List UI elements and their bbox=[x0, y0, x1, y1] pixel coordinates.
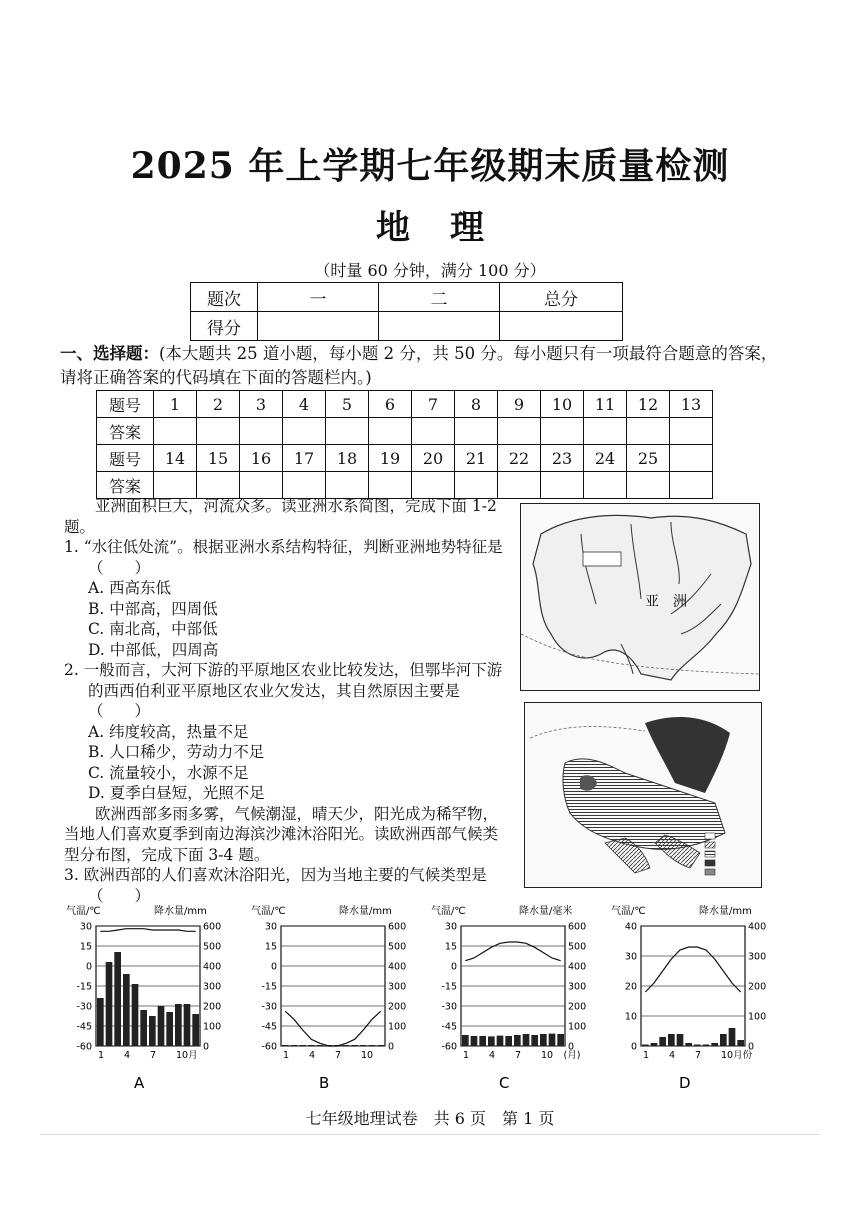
answer-cell[interactable] bbox=[283, 418, 326, 445]
temperature-line bbox=[645, 947, 740, 992]
precipitation-bar bbox=[123, 974, 130, 1046]
score-cell[interactable] bbox=[258, 312, 379, 341]
q1-option-d[interactable]: D. 中部低，四周高 bbox=[88, 640, 219, 659]
temperature-line bbox=[285, 1011, 380, 1046]
answer-cell[interactable] bbox=[412, 472, 455, 499]
month-tick-label: 4 bbox=[669, 1050, 676, 1061]
asia-map-drawing bbox=[521, 504, 759, 690]
answer-grid-number: 19 bbox=[369, 445, 412, 472]
temp-tick-label: -60 bbox=[76, 1041, 92, 1053]
temp-axis-label: 气温/℃ bbox=[611, 906, 646, 917]
temp-tick-label: 30 bbox=[264, 921, 277, 933]
month-tick-label: 4 bbox=[124, 1050, 131, 1061]
precipitation-bar bbox=[531, 1035, 538, 1046]
score-header-cell: 一 bbox=[258, 283, 379, 312]
temp-tick-label: 10 bbox=[624, 1011, 637, 1023]
temp-tick-label: 0 bbox=[270, 961, 277, 973]
answer-cell[interactable] bbox=[240, 472, 283, 499]
temp-tick-label: 15 bbox=[444, 941, 457, 953]
temp-tick-label: -30 bbox=[441, 1001, 457, 1013]
precipitation-bar bbox=[505, 1036, 512, 1046]
answer-cell[interactable] bbox=[627, 418, 670, 445]
month-tick-label: 10 bbox=[541, 1050, 554, 1061]
month-tick-label: 1 bbox=[643, 1050, 650, 1061]
temp-tick-label: 30 bbox=[444, 921, 457, 933]
prec-axis-label: 降水量/mm bbox=[699, 906, 752, 917]
temp-tick-label: -30 bbox=[261, 1001, 277, 1013]
month-tick-label: 1 bbox=[283, 1050, 290, 1061]
prec-tick-label: 0 bbox=[388, 1041, 395, 1053]
prec-tick-label: 400 bbox=[203, 961, 222, 973]
answer-cell[interactable] bbox=[541, 418, 584, 445]
answer-grid-number: 12 bbox=[627, 391, 670, 418]
chart-option-letter[interactable]: D bbox=[679, 1074, 691, 1092]
answer-grid-number: 7 bbox=[412, 391, 455, 418]
precipitation-bar bbox=[514, 1035, 521, 1046]
answer-grid-number: 15 bbox=[197, 445, 240, 472]
prec-tick-label: 500 bbox=[388, 941, 407, 953]
prec-tick-label: 500 bbox=[203, 941, 222, 953]
score-header-cell: 总分 bbox=[500, 283, 623, 312]
prec-tick-label: 400 bbox=[568, 961, 587, 973]
q1-option-a[interactable]: A. 西高东低 bbox=[88, 579, 172, 597]
answer-cell[interactable] bbox=[627, 472, 670, 499]
answer-grid-number: 1 bbox=[154, 391, 197, 418]
month-tick-label: 7 bbox=[695, 1050, 702, 1061]
chart-option-letter[interactable]: A bbox=[134, 1074, 145, 1092]
prec-tick-label: 600 bbox=[203, 921, 222, 933]
q1-option-b[interactable]: B. 中部高，四周低 bbox=[88, 599, 218, 618]
temp-tick-label: -30 bbox=[76, 1001, 92, 1013]
answer-grid-number: 2 bbox=[197, 391, 240, 418]
prec-tick-label: 0 bbox=[203, 1041, 210, 1053]
temp-tick-label: -60 bbox=[261, 1041, 277, 1053]
time-note: （时量 60 分钟，满分 100 分） bbox=[314, 261, 546, 280]
precipitation-bar bbox=[523, 1034, 530, 1046]
prec-axis-label: 降水量/mm bbox=[339, 906, 392, 917]
answer-cell[interactable] bbox=[326, 472, 369, 499]
temp-tick-label: -45 bbox=[76, 1021, 92, 1033]
answer-grid-number: 16 bbox=[240, 445, 283, 472]
precipitation-bar bbox=[132, 984, 139, 1046]
footer-divider bbox=[40, 1134, 820, 1135]
answer-cell[interactable] bbox=[197, 418, 240, 445]
answer-cell[interactable] bbox=[541, 472, 584, 499]
climate-charts-svg bbox=[60, 902, 780, 1102]
precipitation-bar bbox=[166, 1012, 173, 1046]
month-tick-label: 4 bbox=[309, 1050, 316, 1061]
score-header-cell: 题次 bbox=[191, 283, 258, 312]
prec-tick-label: 600 bbox=[388, 921, 407, 933]
precipitation-bar bbox=[703, 1045, 710, 1047]
prec-tick-label: 300 bbox=[748, 951, 767, 963]
chart-option-letter[interactable]: C bbox=[499, 1074, 510, 1092]
precipitation-bar bbox=[729, 1028, 736, 1046]
climate-charts bbox=[60, 902, 780, 1102]
asia-map-label: 亚 洲 bbox=[645, 594, 687, 610]
precipitation-bar bbox=[140, 1010, 147, 1046]
precipitation-bar bbox=[642, 1045, 649, 1047]
precipitation-bar bbox=[282, 1045, 289, 1046]
answer-grid-number: 14 bbox=[154, 445, 197, 472]
answer-grid-number: 24 bbox=[584, 445, 627, 472]
section1-label: 一、选择题： bbox=[60, 344, 159, 363]
answer-cell[interactable] bbox=[584, 418, 627, 445]
section1-instructions: (本大题共 25 道小题，每小题 2 分，共 50 分。每小题只有一项最符合题意的答案，请将正确答案的代码填在下面的答题栏内。) bbox=[60, 344, 778, 387]
precipitation-bar bbox=[192, 1014, 199, 1046]
answer-cell[interactable] bbox=[154, 418, 197, 445]
climate-chart-d bbox=[611, 904, 766, 1092]
precipitation-bar bbox=[308, 1045, 315, 1046]
prec-tick-label: 0 bbox=[748, 1041, 755, 1053]
answer-grid-number: 20 bbox=[412, 445, 455, 472]
section1-heading bbox=[60, 342, 780, 390]
temperature-line bbox=[465, 942, 560, 961]
answer-cell[interactable] bbox=[670, 472, 713, 499]
precipitation-bar bbox=[685, 1043, 692, 1046]
climate-chart-a bbox=[66, 904, 221, 1092]
precipitation-bar bbox=[659, 1037, 666, 1046]
month-tick-label: 10月份 bbox=[721, 1050, 753, 1061]
score-cell[interactable] bbox=[500, 312, 623, 341]
answer-grid-number: 21 bbox=[455, 445, 498, 472]
q2-stem: 2. 一般而言，大河下游的平原地区农业比较发达，但鄂毕河下游的西西伯利亚平原地区农业欠发达，其自然原因主要是（ ） bbox=[64, 661, 503, 720]
prec-tick-label: 200 bbox=[568, 1001, 587, 1013]
prec-tick-label: 300 bbox=[568, 981, 587, 993]
precipitation-bar bbox=[299, 1045, 306, 1046]
precipitation-bar bbox=[488, 1036, 495, 1046]
precipitation-bar bbox=[720, 1034, 727, 1046]
answer-cell[interactable] bbox=[240, 418, 283, 445]
temp-tick-label: 20 bbox=[624, 981, 637, 993]
intro-europe: 欧洲西部多雨多雾，气候潮湿，晴天少，阳光成为稀罕物，当地人们喜欢夏季到南边海滨沙滩沐浴阳光。读欧洲西部气候类型分布图，完成下面 3-4 题。 bbox=[64, 804, 499, 864]
answer-grid-number: 6 bbox=[369, 391, 412, 418]
prec-tick-label: 100 bbox=[748, 1011, 767, 1023]
q2-option-b[interactable]: B. 人口稀少，劳动力不足 bbox=[88, 743, 265, 761]
answer-cell[interactable] bbox=[584, 472, 627, 499]
temp-axis-label: 气温/℃ bbox=[66, 906, 101, 917]
temp-tick-label: 0 bbox=[630, 1041, 637, 1053]
exam-title: 2025 年上学期七年级期末质量检测 bbox=[130, 145, 730, 187]
answer-cell[interactable] bbox=[455, 472, 498, 499]
europe-climate-map bbox=[524, 702, 762, 888]
asia-river-map bbox=[520, 503, 760, 691]
prec-axis-label: 降水量/mm bbox=[154, 906, 207, 917]
chart-option-letter[interactable]: B bbox=[319, 1074, 330, 1092]
precipitation-bar bbox=[184, 1004, 191, 1046]
temp-axis-label: 气温/℃ bbox=[251, 906, 286, 917]
temp-tick-label: 0 bbox=[85, 961, 92, 973]
answer-grid bbox=[96, 390, 713, 499]
temp-tick-label: -45 bbox=[261, 1021, 277, 1033]
precipitation-bar bbox=[317, 1045, 324, 1046]
temp-tick-label: 40 bbox=[624, 921, 637, 933]
month-tick-label: 4 bbox=[489, 1050, 496, 1061]
precipitation-bar bbox=[343, 1045, 350, 1046]
answer-cell[interactable] bbox=[326, 418, 369, 445]
month-tick-label: 1 bbox=[463, 1050, 470, 1061]
answer-cell[interactable] bbox=[455, 418, 498, 445]
answer-grid-number: 25 bbox=[627, 445, 670, 472]
answer-grid-number: 23 bbox=[541, 445, 584, 472]
answer-cell[interactable] bbox=[498, 472, 541, 499]
prec-tick-label: 400 bbox=[748, 921, 767, 933]
prec-tick-label: 300 bbox=[388, 981, 407, 993]
precipitation-bar bbox=[158, 1006, 165, 1046]
answer-grid-label: 题号 bbox=[97, 445, 154, 472]
prec-tick-label: 100 bbox=[568, 1021, 587, 1033]
q1-stem: 1. “水往低处流”。根据亚洲水系结构特征，判断亚洲地势特征是（ ） bbox=[64, 538, 503, 577]
answer-grid-number: 8 bbox=[455, 391, 498, 418]
month-tick-label: 1 bbox=[98, 1050, 105, 1061]
temp-tick-label: -15 bbox=[76, 981, 92, 993]
prec-axis-label: 降水量/毫米 bbox=[519, 906, 573, 917]
precipitation-bar bbox=[711, 1043, 718, 1046]
precipitation-bar bbox=[677, 1034, 684, 1046]
precipitation-bar bbox=[694, 1045, 701, 1047]
answer-cell[interactable] bbox=[369, 418, 412, 445]
climate-chart-c bbox=[431, 904, 586, 1092]
prec-tick-label: 300 bbox=[203, 981, 222, 993]
answer-grid-number: 4 bbox=[283, 391, 326, 418]
precipitation-bar bbox=[106, 962, 113, 1046]
q2-option-c[interactable]: C. 流量较小，水源不足 bbox=[88, 763, 249, 782]
score-cell[interactable] bbox=[379, 312, 500, 341]
answer-grid-number: 18 bbox=[326, 445, 369, 472]
prec-tick-label: 500 bbox=[568, 941, 587, 953]
month-tick-label: 10月 bbox=[176, 1050, 198, 1061]
precipitation-bar bbox=[540, 1034, 547, 1046]
prec-tick-label: 200 bbox=[388, 1001, 407, 1013]
temp-tick-label: -45 bbox=[441, 1021, 457, 1033]
answer-grid-label: 题号 bbox=[97, 391, 154, 418]
temp-axis-label: 气温/℃ bbox=[431, 906, 466, 917]
score-table bbox=[190, 282, 623, 341]
precipitation-bar bbox=[497, 1036, 504, 1046]
prec-tick-label: 200 bbox=[748, 981, 767, 993]
precipitation-bar bbox=[471, 1036, 478, 1046]
precipitation-bar bbox=[114, 952, 121, 1046]
precipitation-bar bbox=[351, 1045, 358, 1046]
precipitation-bar bbox=[668, 1034, 675, 1046]
q2-option-a[interactable]: A. 纬度较高，热量不足 bbox=[88, 722, 249, 741]
answer-cell[interactable] bbox=[670, 418, 713, 445]
month-tick-label: (月) bbox=[563, 1050, 581, 1061]
precipitation-bar bbox=[557, 1034, 564, 1046]
temp-tick-label: 30 bbox=[624, 951, 637, 963]
precipitation-bar bbox=[549, 1034, 556, 1046]
subject-title: 地理 bbox=[376, 208, 524, 248]
temperature-line bbox=[100, 929, 195, 932]
month-tick-label: 7 bbox=[150, 1050, 157, 1061]
answer-cell[interactable] bbox=[369, 472, 412, 499]
answer-grid-number: 13 bbox=[670, 391, 713, 418]
prec-tick-label: 200 bbox=[203, 1001, 222, 1013]
q2-option-d[interactable]: D. 夏季白昼短，光照不足 bbox=[88, 784, 265, 802]
answer-cell[interactable] bbox=[498, 418, 541, 445]
answer-grid-number: 10 bbox=[541, 391, 584, 418]
precipitation-bar bbox=[651, 1043, 658, 1046]
q1-option-c[interactable]: C. 南北高，中部低 bbox=[88, 620, 218, 638]
score-header-cell: 二 bbox=[379, 283, 500, 312]
answer-grid-number: 9 bbox=[498, 391, 541, 418]
prec-tick-label: 400 bbox=[388, 961, 407, 973]
month-tick-label: 7 bbox=[335, 1050, 342, 1061]
precipitation-bar bbox=[369, 1045, 376, 1046]
temp-tick-label: 30 bbox=[79, 921, 92, 933]
prec-tick-label: 600 bbox=[568, 921, 587, 933]
answer-cell[interactable] bbox=[283, 472, 326, 499]
answer-grid-label: 答案 bbox=[97, 418, 154, 445]
score-row-label: 得分 bbox=[191, 312, 258, 341]
answer-cell[interactable] bbox=[154, 472, 197, 499]
temp-tick-label: -15 bbox=[441, 981, 457, 993]
precipitation-bar bbox=[175, 1004, 182, 1046]
prec-tick-label: 100 bbox=[203, 1021, 222, 1033]
temp-tick-label: -15 bbox=[261, 981, 277, 993]
prec-tick-label: 100 bbox=[388, 1021, 407, 1033]
europe-map-drawing bbox=[525, 703, 761, 887]
answer-grid-number: 3 bbox=[240, 391, 283, 418]
month-tick-label: 10 bbox=[361, 1050, 374, 1061]
month-tick-label: 7 bbox=[515, 1050, 522, 1061]
temp-tick-label: 15 bbox=[79, 941, 92, 953]
q3-stem: 3. 欧洲西部的人们喜欢沐浴阳光，因为当地主要的气候类型是（ ） bbox=[64, 866, 487, 905]
climate-chart-b bbox=[251, 904, 406, 1092]
answer-grid-label: 答案 bbox=[97, 472, 154, 499]
page-footer: 七年级地理试卷 共 6 页 第 1 页 bbox=[305, 1109, 555, 1128]
temp-tick-label: 0 bbox=[450, 961, 457, 973]
question-block bbox=[64, 496, 512, 906]
intro-asia: 亚洲面积巨大，河流众多。读亚洲水系简图，完成下面 1-2 题。 bbox=[64, 497, 497, 536]
precipitation-bar bbox=[377, 1045, 384, 1046]
answer-grid-number: 5 bbox=[326, 391, 369, 418]
answer-grid-number: 22 bbox=[498, 445, 541, 472]
answer-grid-number: 11 bbox=[584, 391, 627, 418]
precipitation-bar bbox=[291, 1045, 298, 1046]
temp-tick-label: 15 bbox=[264, 941, 277, 953]
precipitation-bar bbox=[479, 1036, 486, 1046]
precipitation-bar bbox=[737, 1040, 744, 1046]
precipitation-bar bbox=[149, 1016, 156, 1046]
precipitation-bar bbox=[462, 1035, 469, 1046]
answer-cell[interactable] bbox=[197, 472, 240, 499]
precipitation-bar bbox=[360, 1045, 367, 1046]
temp-tick-label: -60 bbox=[441, 1041, 457, 1053]
answer-grid-number: 17 bbox=[283, 445, 326, 472]
prec-tick-label: 0 bbox=[568, 1041, 575, 1053]
answer-grid-number bbox=[670, 445, 713, 472]
precipitation-bar bbox=[97, 998, 104, 1046]
answer-cell[interactable] bbox=[412, 418, 455, 445]
